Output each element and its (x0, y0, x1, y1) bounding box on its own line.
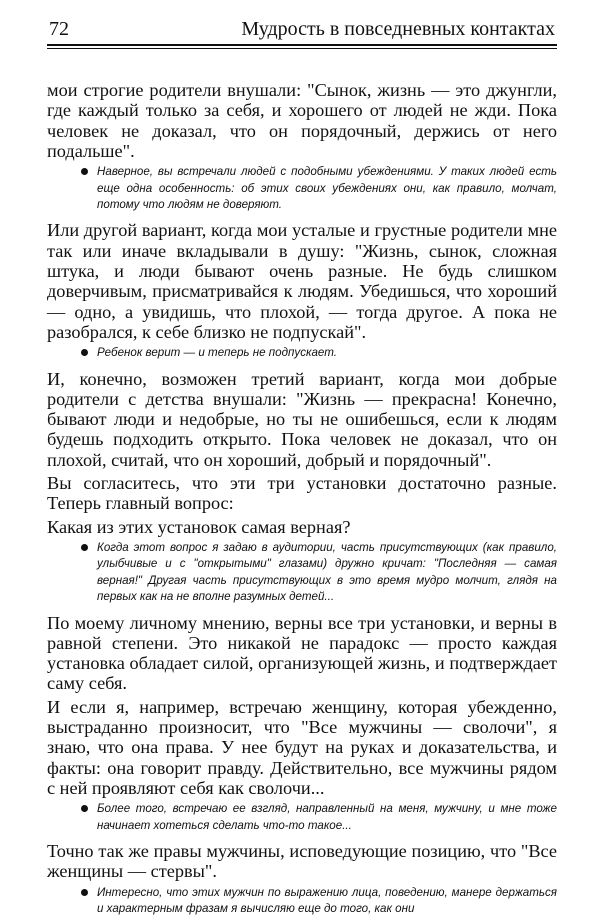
page-number: 72 (49, 18, 69, 40)
note-2-text: Ребенок верит — и теперь не подпускает. (97, 346, 337, 360)
paragraph-6: По моему личному мнению, верны все три установки, и верны в равной степени. Это никакой не парадокс — просто каждая установка обладает силой, организующей жизнь, и подтверждает саму себя. (47, 612, 557, 694)
paragraph-1: мои строгие родители внушали: "Сынок, жизнь — это джунгли, где каждый только за себя, и хорошего от людей не жди. Пока человек не доказал, что он порядочный, держись от него подальше". (47, 80, 557, 161)
page-body (47, 80, 557, 917)
note-1-text: Наверное, вы встречали людей с подобными убеждениями. У таких людей есть еще одна особенность: об этих своих убеждениях они, как правило, молчат, потому что людям не доверяют. (97, 165, 557, 211)
note-1 (97, 164, 557, 213)
book-page (47, 18, 557, 924)
bullet-icon (81, 544, 88, 551)
paragraph-3: И, конечно, возможен третий вариант, когда мои добрые родители с детства внушали: "Жизнь — прекрасна! Конечно, бывают люди и недобрые, но ты не ошибешься, если к людям будешь подходить открыто. Пока человек не доказал, что он плохой, считай, что он хороший, добрый и порядочный". (47, 368, 557, 470)
note-4 (97, 801, 557, 834)
paragraph-7: И если я, например, встречаю женщину, которая убежденно, выстраданно произносит, что "Все мужчины — сволочи", я знаю, что она права. У нее будут на руках и доказательства, и факты: она говорит правду. Действительно, все мужчины рядом с ней проявляют себя как сволочи... (47, 696, 557, 798)
paragraph-2: Или другой вариант, когда мои усталые и грустные родители мне так или иначе вкладывали в душу: "Жизнь, сынок, сложная штука, и люди бывают очень разные. Не будь слишком доверчивым, присматривайся к людям. Убедишься, что хороший — одно, а увидишь, что плохой, — тогда другое. А пока не разобрался, к себе близко не подпускай". (47, 220, 557, 342)
paragraph-4: Вы согласитесь, что эти три установки достаточно разные. Теперь главный вопрос: (47, 473, 557, 514)
bullet-icon (81, 168, 88, 175)
paragraph-8: Точно так же правы мужчины, исповедующие позицию, что "Все женщины — стервы". (47, 841, 557, 882)
running-header (47, 18, 557, 40)
note-5 (97, 885, 557, 918)
bullet-icon (81, 349, 88, 356)
bullet-icon (81, 805, 88, 812)
note-3-text: Когда этот вопрос я задаю в аудитории, часть присутствующих (как правило, улыбчивые и с "открытыми" глазами) дружно кричат: "Последняя — самая верная!" Другая часть присутствующих в это время мудро молчит, глядя на первых как на не вполне разумных детей... (97, 540, 557, 604)
running-title: Мудрость в повседневных контактах (241, 18, 555, 40)
bullet-icon (81, 889, 88, 896)
paragraph-5: Какая из этих установок самая верная? (47, 516, 351, 537)
header-rule (47, 44, 557, 49)
note-2 (97, 345, 557, 361)
note-5-text: Интересно, что этих мужчин по выражению лица, поведению, манере держаться и характерным фразам я вычисляю еще до того, как они (97, 885, 557, 916)
note-3 (97, 540, 557, 606)
note-4-text: Более того, встречаю ее взгляд, направленный на меня, мужчину, и мне тоже начинает хотеться сделать что-то такое... (97, 802, 557, 832)
